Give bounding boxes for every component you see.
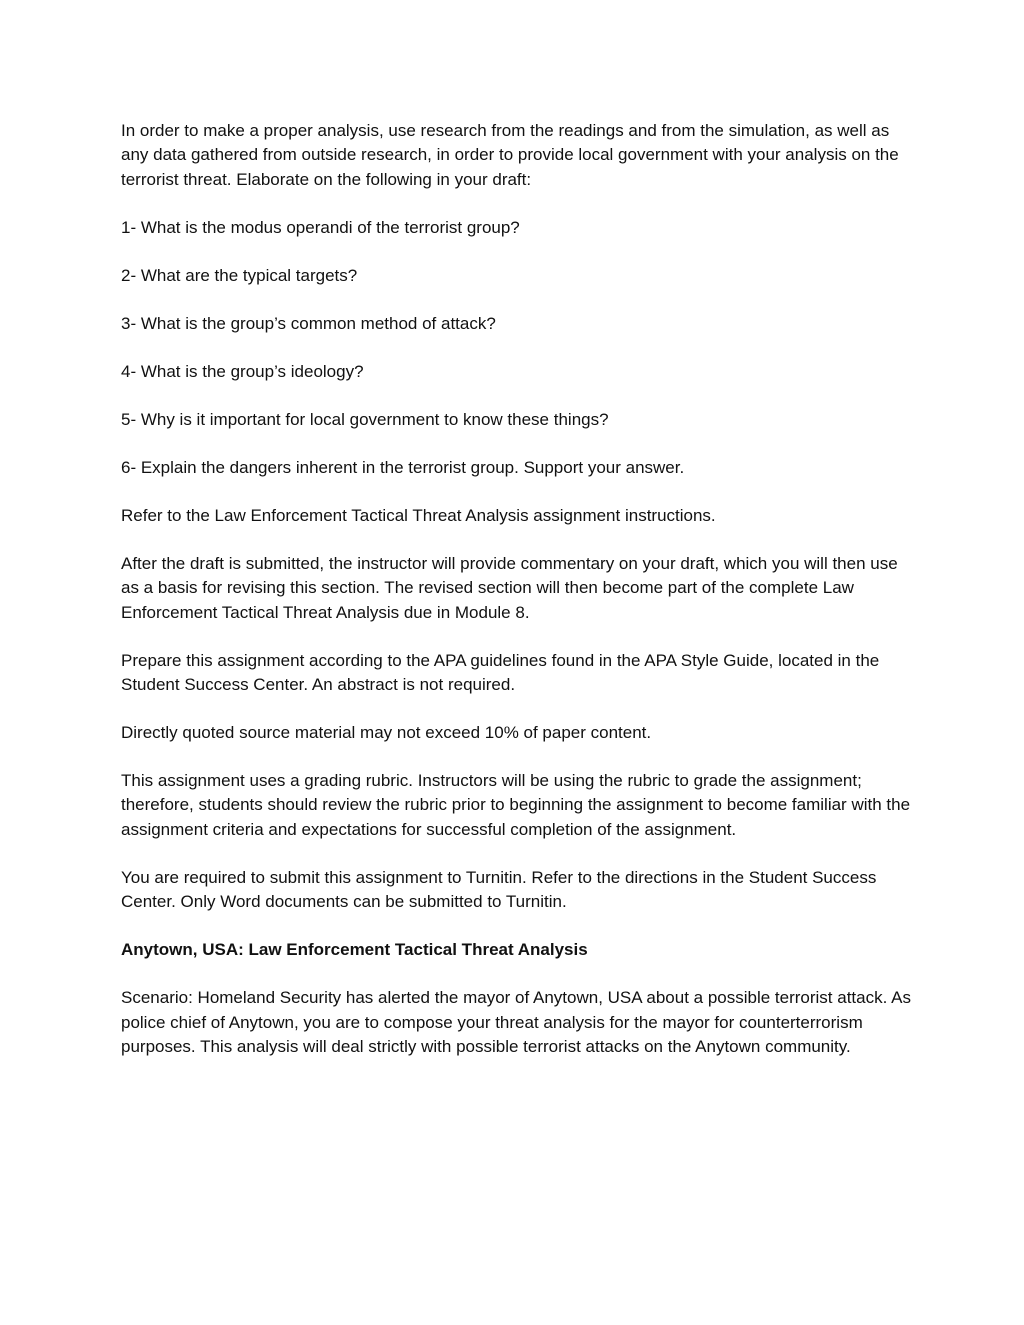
question-3: 3- What is the group’s common method of attack? [121,313,496,333]
scenario-paragraph: Scenario: Homeland Security has alerted the mayor of Anytown, USA about a possible terrorist attack. As police chief of Anytown, you are to compose your threat analysis for the mayor for counterterrorism purposes. This analysis will deal strictly with possible terrorist attacks on the Anytown community. [121,988,911,1057]
question-6: 6- Explain the dangers inherent in the terrorist group. Support your answer. [121,457,685,477]
question-1: 1- What is the modus operandi of the terrorist group? [121,217,520,237]
question-2: 2- What are the typical targets? [121,265,358,285]
intro-paragraph: In order to make a proper analysis, use research from the readings and from the simulation, as well as any data gathered from outside research, in order to provide local government with your analysis on the terrorist threat. Elaborate on the following in your draft: [121,121,899,189]
after-draft-paragraph: After the draft is submitted, the instructor will provide commentary on your draft, which you will then use as a basis for revising this section. The revised section will then become part of the complete Law Enforcement Tactical Threat Analysis due in Module 8. [121,553,898,622]
refer-paragraph: Refer to the Law Enforcement Tactical Threat Analysis assignment instructions. [121,505,716,525]
quoted-material-paragraph: Directly quoted source material may not exceed 10% of paper content. [121,723,652,743]
turnitin-paragraph: You are required to submit this assignment to Turnitin. Refer to the directions in the Student Success Center. Only Word documents can be submitted to Turnitin. [121,867,877,912]
document-page [121,119,911,1083]
section-heading: Anytown, USA: Law Enforcement Tactical Threat Analysis [121,940,588,960]
rubric-paragraph: This assignment uses a grading rubric. Instructors will be using the rubric to grade the assignment; therefore, students should review the rubric prior to beginning the assignment to become familiar with the assignment criteria and expectations for successful completion of the assignment. [121,771,911,839]
question-5: 5- Why is it important for local government to know these things? [121,409,609,429]
question-4: 4- What is the group’s ideology? [121,361,364,381]
apa-paragraph: Prepare this assignment according to the APA guidelines found in the APA Style Guide, located in the Student Success Center. An abstract is not required. [121,650,880,695]
